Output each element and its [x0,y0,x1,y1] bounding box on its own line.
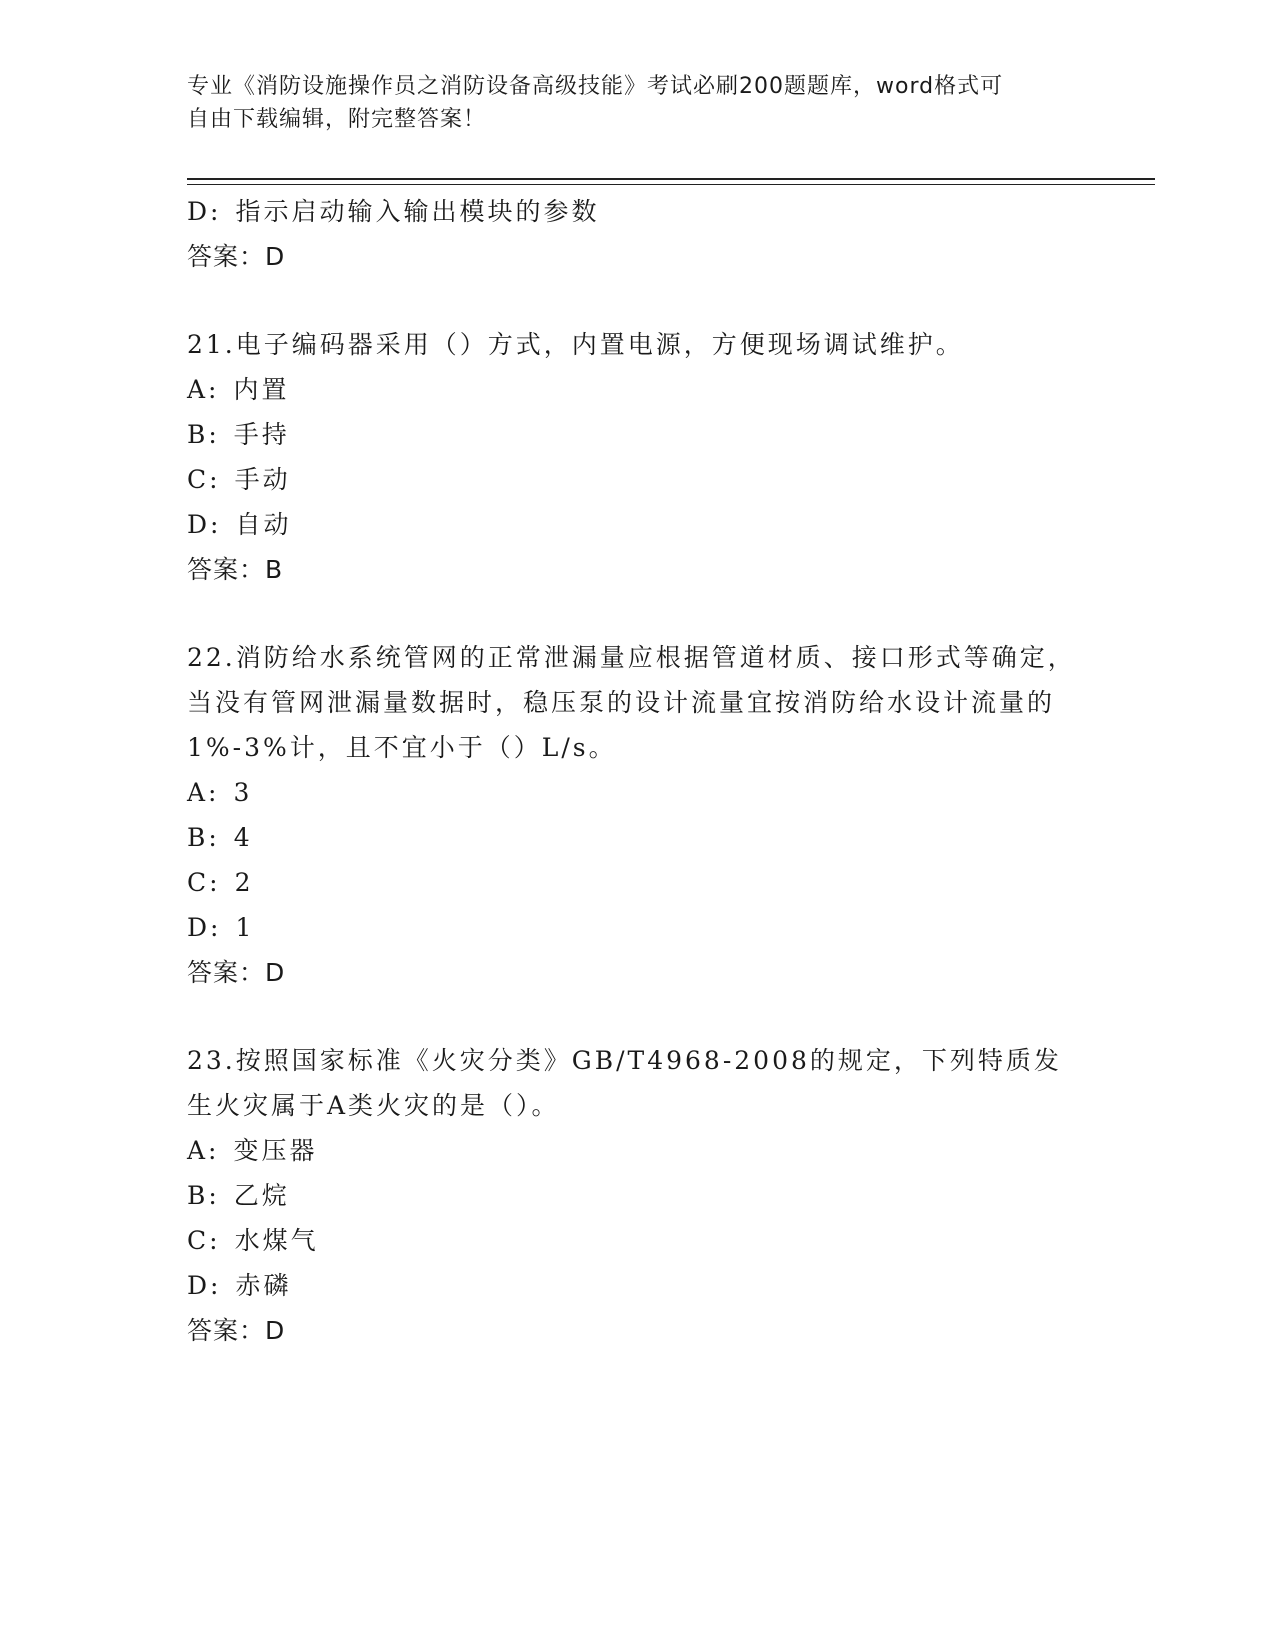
option-text: 4 [233,823,253,852]
option-a [187,770,1087,815]
option-text: 变压器 [233,1136,318,1165]
question-list [187,189,1087,1353]
answer-line: 答案：B [187,555,284,584]
header-divider-thin [187,184,1155,185]
option-d [187,1263,1087,1308]
option-b [187,815,1087,860]
option-label: A: [187,375,220,404]
option-label: D: [187,510,222,539]
question-22 [187,635,1087,995]
question-21 [187,322,1087,592]
option-text: 3 [233,778,253,807]
header-line-1: 专业《消防设施操作员之消防设备高级技能》考试必刷200题题库，word格式可 [187,74,1004,99]
option-c [187,860,1087,905]
option-label: D: [187,913,222,942]
option-text: 自动 [235,510,292,539]
option-d [187,189,1087,234]
option-b [187,1173,1087,1218]
document-header [187,70,1067,136]
option-d [187,905,1087,950]
option-label: B: [187,823,220,852]
option-label: A: [187,1136,220,1165]
option-label: A: [187,778,220,807]
option-text: 内置 [233,375,290,404]
option-b [187,412,1087,457]
option-text: 1 [235,913,255,942]
option-label: C: [187,1226,221,1255]
option-a [187,1128,1087,1173]
answer-line: 答案：D [187,1316,286,1345]
question-23 [187,1038,1087,1353]
option-d [187,502,1087,547]
previous-question-tail [187,189,1087,279]
answer-line: 答案：D [187,242,286,271]
option-label: C: [187,868,221,897]
option-label: C: [187,465,221,494]
header-line-2: 自由下载编辑，附完整答案！ [187,107,487,132]
question-stem: 21.电子编码器采用（）方式，内置电源，方便现场调试维护。 [187,330,964,359]
option-text: 2 [234,868,254,897]
option-label: D: [187,197,222,226]
option-text: 手持 [233,420,290,449]
option-label: B: [187,1181,220,1210]
option-c [187,1218,1087,1263]
question-stem: 22.消防给水系统管网的正常泄漏量应根据管道材质、接口形式等确定，当没有管网泄漏量数据时，稳压泵的设计流量宜按消防给水设计流量的1%-3%计，且不宜小于（）L/s。 [187,643,1076,762]
option-text: 手动 [234,465,291,494]
header-divider-thick [187,178,1155,180]
option-a [187,367,1087,412]
option-text: 赤磷 [235,1271,292,1300]
option-text: 乙烷 [233,1181,290,1210]
question-stem: 23.按照国家标准《火灾分类》GB/T4968-2008的规定，下列特质发生火灾属于A类火灾的是（）。 [187,1046,1062,1120]
answer-line: 答案：D [187,958,286,987]
option-text: 指示启动输入输出模块的参数 [235,197,600,226]
option-label: D: [187,1271,222,1300]
option-text: 水煤气 [234,1226,319,1255]
option-label: B: [187,420,220,449]
option-c [187,457,1087,502]
